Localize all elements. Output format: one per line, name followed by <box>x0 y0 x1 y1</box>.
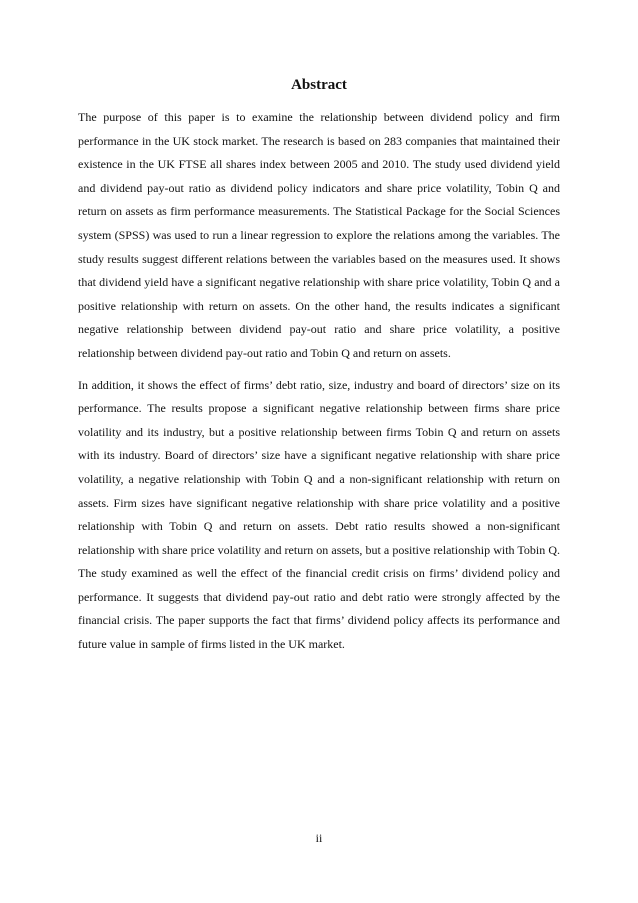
abstract-paragraph-1: The purpose of this paper is to examine the relationship between dividend policy and firm performance in the UK stock market. The research is based on 283 companies that maintained their existence in the UK FTSE all shares index between 2005 and 2010. The study used dividend yield and dividend pay-out ratio as dividend policy indicators and share price volatility, Tobin Q and return on assets as firm performance measurements. The Statistical Package for the Social Sciences system (SPSS) was used to run a linear regression to explore the relations among the variables. The study results suggest different relations between the variables based on the measures used. It shows that dividend yield have a significant negative relationship with share price volatility, Tobin Q and a positive relationship with return on assets. On the other hand, the results indicates a significant negative relationship between dividend pay-out ratio and share price volatility, a positive relationship between dividend pay-out ratio and Tobin Q and return on assets. <box>78 110 560 360</box>
abstract-body <box>78 106 560 665</box>
page-number: ii <box>315 831 323 845</box>
abstract-heading: Abstract <box>291 77 347 93</box>
abstract-paragraph-2: In addition, it shows the effect of firms’ debt ratio, size, industry and board of directors’ size on its performance. The results propose a significant negative relationship between firms share price volatility and its industry, but a positive relationship between firms Tobin Q and return on assets with its industry. Board of directors’ size have a significant negative relationship with share price volatility, a negative relationship with Tobin Q and a non-significant relationship with return on assets. Firm sizes have significant negative relationship with share price volatility and a positive relationship with Tobin Q and return on assets. Debt ratio results showed a non-significant relationship with share price volatility and return on assets, but a positive relationship with Tobin Q. The study examined as well the effect of the financial credit crisis on firms’ dividend policy and performance. It suggests that dividend pay-out ratio and debt ratio were strongly affected by the financial crisis. The paper supports the fact that firms’ dividend policy affects its performance and future value in sample of firms listed in the UK market. <box>78 377 560 652</box>
